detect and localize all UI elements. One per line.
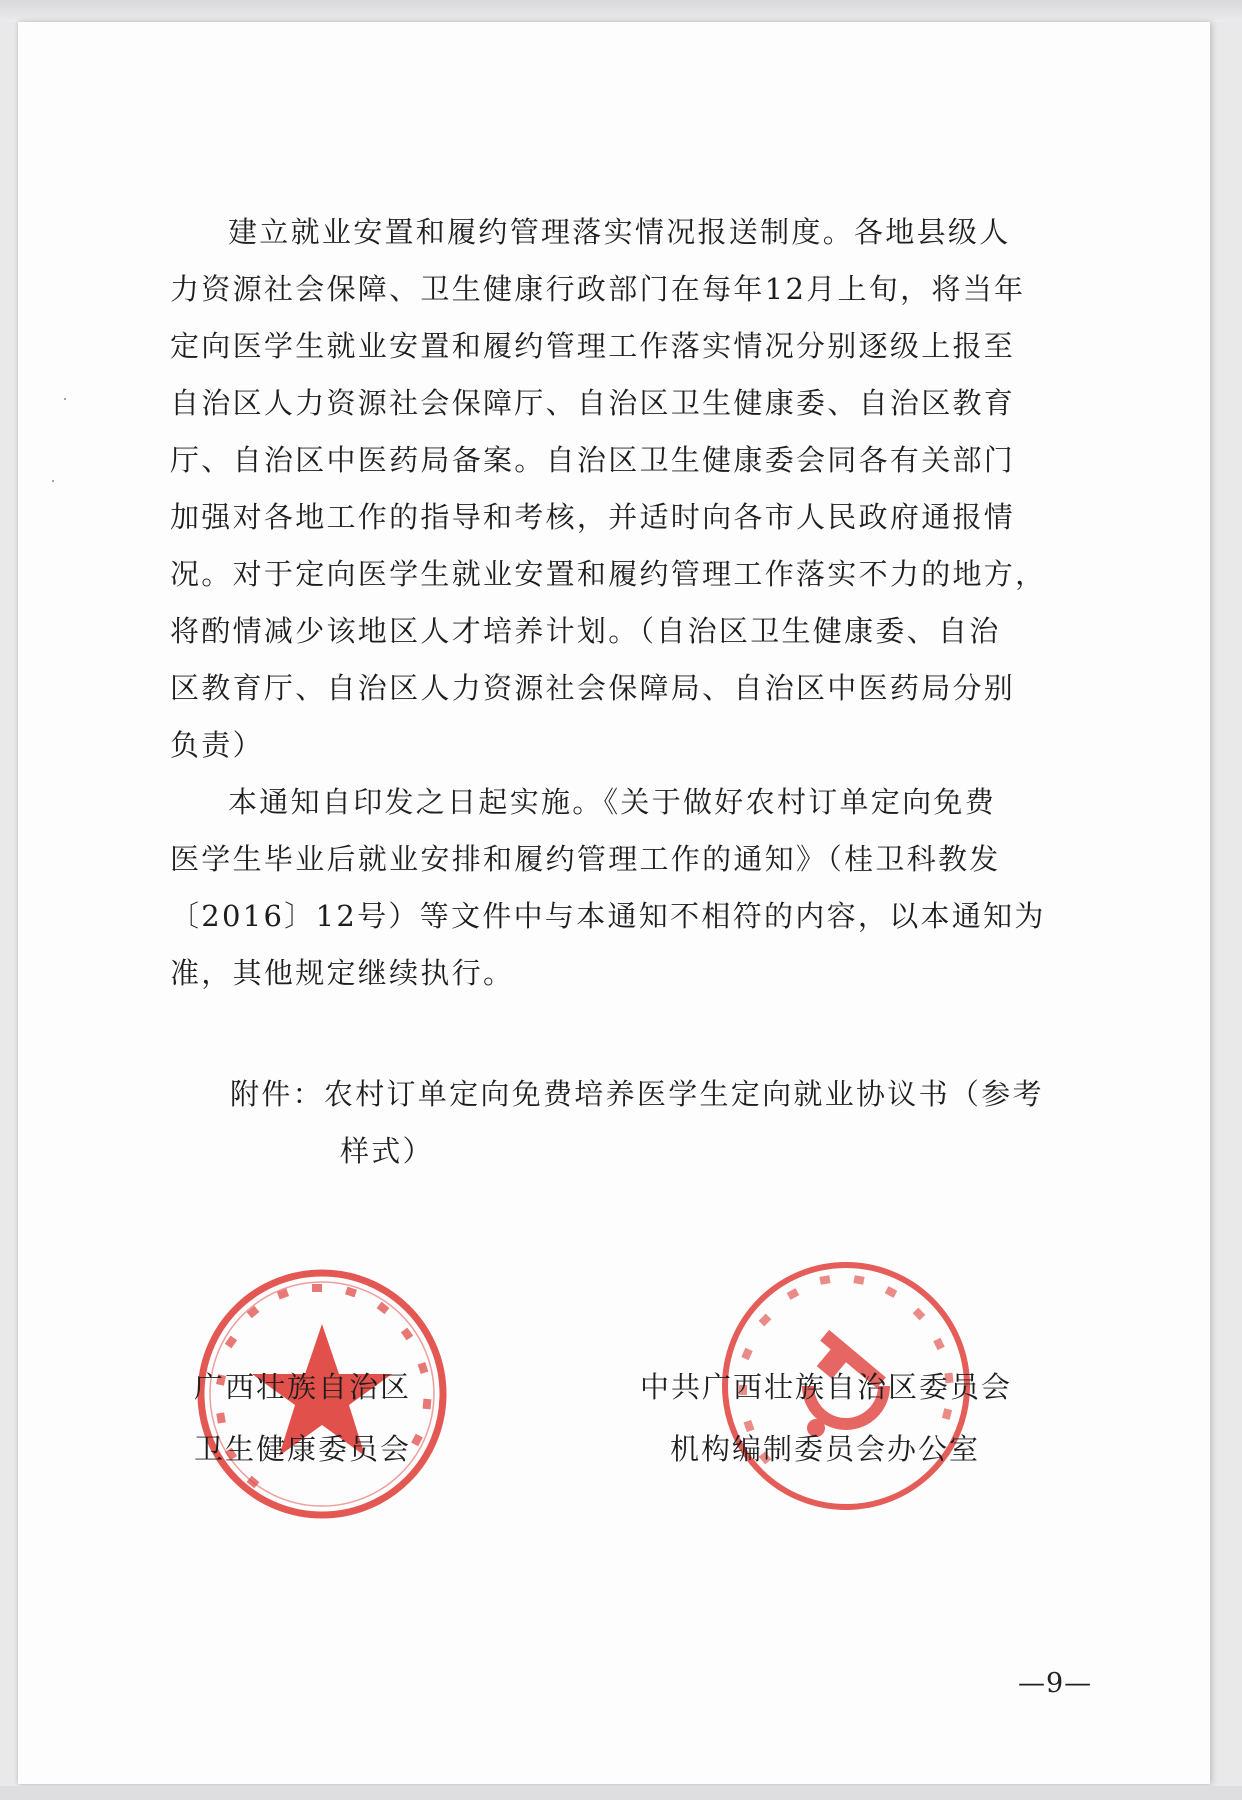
viewer-bottom-bar [0,1786,1242,1800]
paragraph-line: 区教育厅、自治区人力资源社会保障局、自治区中医药局分别 [170,671,1016,705]
issuer-left-line: 卫生健康委员会 [194,1432,412,1466]
scan-speck [64,398,66,400]
paragraph-line: 自治区人力资源社会保障厅、自治区卫生健康委、自治区教育 [170,386,1016,420]
attachment-line: 附件：农村订单定向免费培养医学生定向就业协议书（参考 [230,1077,1044,1111]
body-text [170,204,1080,1002]
scan-speck [52,480,54,482]
paragraph-line: 将酌情减少该地区人才培养计划。（自治区卫生健康委、自治 [170,614,1001,648]
paragraph-line: 准，其他规定继续执行。 [170,956,515,990]
attachment-line: 样式） [340,1134,434,1168]
paragraph-line: 负责） [170,728,264,762]
issuer-left [194,1356,411,1480]
paragraph-line: 〔2016〕12号）等文件中与本通知不相符的内容，以本通知为 [170,899,1046,933]
paragraph-line: 况。对于定向医学生就业安置和履约管理工作落实不力的地方， [170,557,1047,591]
paragraph-line: 定向医学生就业安置和履约管理工作落实情况分别逐级上报至 [170,329,1016,363]
issuer-left-line: 广西壮族自治区 [194,1370,412,1404]
paragraph-line: 建立就业安置和履约管理落实情况报送制度。各地县级人 [228,215,1011,249]
paragraph-line: 本通知自印发之日起实施。《关于做好农村订单定向免费 [228,785,997,819]
page-number: —9— [1018,1668,1093,1699]
paragraph-line: 厅、自治区中医药局备案。自治区卫生健康委会同各有关部门 [170,443,1016,477]
issuer-right-line: 机构编制委员会办公室 [670,1432,981,1466]
paragraph-line: 加强对各地工作的指导和考核，并适时向各市人民政府通报情 [170,500,1016,534]
issuer-right-line: 中共广西壮族自治区委员会 [640,1370,1013,1404]
paragraph-line: 医学生毕业后就业安排和履约管理工作的通知》（桂卫科教发 [170,842,1001,876]
document-page [18,22,1210,1784]
issuer-right [640,1356,1012,1480]
paragraph-line: 力资源社会保障、卫生健康行政部门在每年12月上旬，将当年 [170,272,1026,306]
viewer-top-bar [0,0,1242,22]
attachment-note [230,1066,1100,1180]
